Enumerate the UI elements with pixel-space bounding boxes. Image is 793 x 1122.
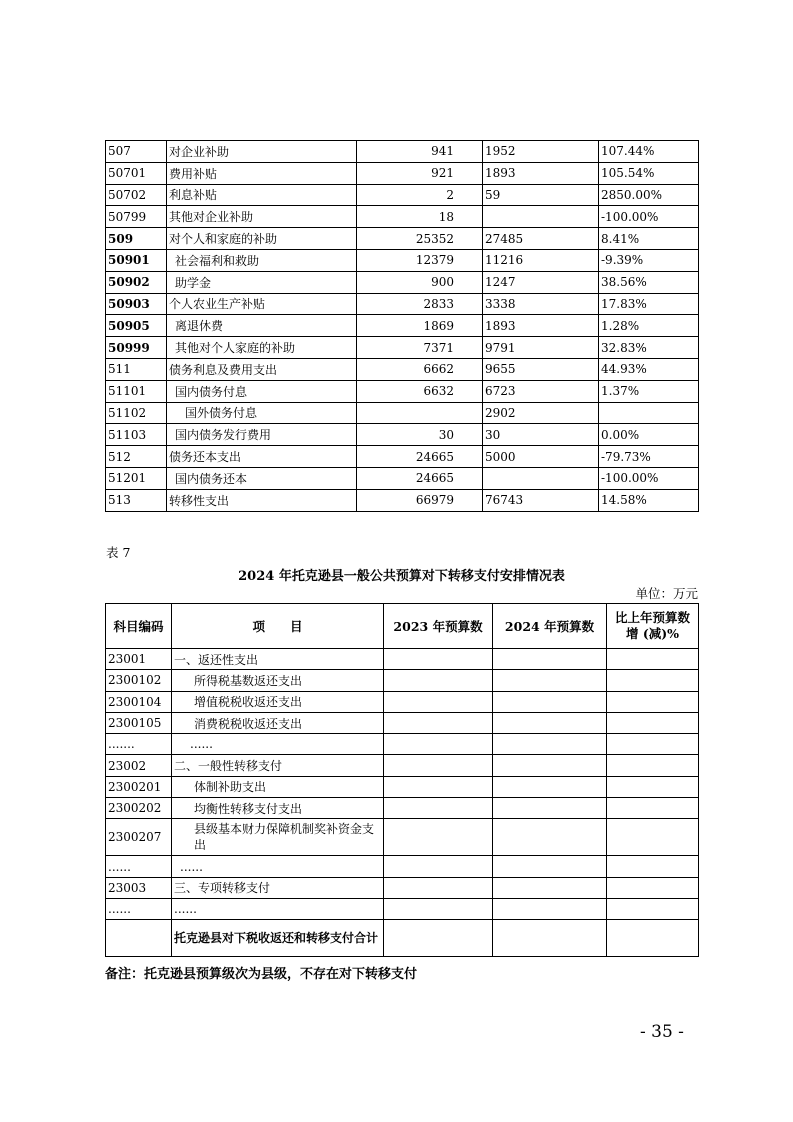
name-cell: 国外债务付息 [167,402,357,424]
code-cell: 50799 [106,206,167,228]
change-cell [607,776,699,797]
value-2023-cell [384,670,493,691]
table-row [106,249,699,271]
header-item: 项 目 [172,604,384,649]
table-number: 表 7 [106,545,131,560]
value-2023-cell: 24665 [357,467,483,489]
code-cell: 511 [106,358,167,380]
value-2023-cell [384,712,493,733]
table-row [106,856,699,877]
table-row [106,776,699,797]
code-cell: 512 [106,446,167,468]
unit-label: 单位：万元 [635,586,698,601]
code-cell: 50905 [106,315,167,337]
name-cell: 债务利息及费用支出 [167,358,357,380]
name-cell: 转移性支出 [167,489,357,511]
table-row [106,670,699,691]
table-row [106,206,699,228]
value-2023-cell [384,898,493,919]
change-pct-cell: 1.37% [599,380,699,402]
change-cell [607,734,699,755]
change-pct-cell: 14.58% [599,489,699,511]
code-cell: 2300102 [106,670,172,691]
change-pct-cell: -100.00% [599,206,699,228]
table-row [106,380,699,402]
value-2024-cell: 59 [483,184,599,206]
table-row [106,755,699,776]
item-cell: ...... [172,898,384,919]
code-cell: 507 [106,141,167,163]
value-2023-cell [384,755,493,776]
change-pct-cell: 0.00% [599,424,699,446]
value-2023-cell: 18 [357,206,483,228]
table-row [106,819,699,856]
value-2024-cell: 27485 [483,228,599,250]
table-row [106,424,699,446]
change-pct-cell: 2850.00% [599,184,699,206]
header-2024: 2024 年预算数 [493,604,607,649]
change-cell [607,649,699,670]
code-cell: 50999 [106,337,167,359]
total-row-group [106,920,699,957]
value-2024-cell: 1893 [483,162,599,184]
change-cell [607,712,699,733]
code-cell: ...... [106,856,172,877]
change-pct-cell: -100.00% [599,467,699,489]
change-pct-cell: 105.54% [599,162,699,184]
total-2024 [493,920,607,957]
change-cell [607,755,699,776]
code-cell: ...... [106,898,172,919]
change-pct-cell: 1.28% [599,315,699,337]
header-code: 科目编码 [106,604,172,649]
total-code [106,920,172,957]
value-2024-cell: 9791 [483,337,599,359]
value-2023-cell: 66979 [357,489,483,511]
table-row [106,315,699,337]
value-2023-cell [357,402,483,424]
change-cell [607,691,699,712]
table-row [106,162,699,184]
value-2023-cell [384,691,493,712]
value-2024-cell [483,467,599,489]
change-pct-cell: 32.83% [599,337,699,359]
code-cell: 51103 [106,424,167,446]
code-cell: 50702 [106,184,167,206]
value-2023-cell: 30 [357,424,483,446]
code-cell: 2300201 [106,776,172,797]
value-2024-cell [493,649,607,670]
item-cell: 消费税税收返还支出 [172,712,384,733]
table-row [106,649,699,670]
total-change [607,920,699,957]
code-cell: 51201 [106,467,167,489]
item-cell: 二、一般性转移支付 [172,755,384,776]
value-2023-cell [384,877,493,898]
value-2023-cell: 7371 [357,337,483,359]
value-2023-cell: 6662 [357,358,483,380]
code-cell: ....... [106,734,172,755]
table-row [106,489,699,511]
item-cell: ...... [172,856,384,877]
change-cell [607,877,699,898]
value-2024-cell [493,856,607,877]
code-cell: 513 [106,489,167,511]
item-cell: ...... [172,734,384,755]
code-cell: 51102 [106,402,167,424]
code-cell: 50901 [106,249,167,271]
budget-table-body [106,141,699,512]
code-cell: 51101 [106,380,167,402]
value-2024-cell [493,755,607,776]
table-row [106,446,699,468]
value-2024-cell [493,819,607,856]
item-cell: 一、返还性支出 [172,649,384,670]
change-pct-cell: -9.39% [599,249,699,271]
change-cell [607,798,699,819]
total-label: 托克逊县对下税收返还和转移支付合计 [172,920,384,957]
transfer-table-body [106,649,699,920]
value-2024-cell: 1952 [483,141,599,163]
value-2023-cell: 1869 [357,315,483,337]
value-2024-cell: 30 [483,424,599,446]
change-pct-cell: 8.41% [599,228,699,250]
value-2024-cell: 3338 [483,293,599,315]
item-cell: 县级基本财力保障机制奖补资金支出 [172,819,384,856]
name-cell: 国内债务发行费用 [167,424,357,446]
value-2024-cell: 6723 [483,380,599,402]
name-cell: 费用补贴 [167,162,357,184]
change-pct-cell: 17.83% [599,293,699,315]
table-row [106,293,699,315]
transfer-payment-table [105,603,699,957]
name-cell: 对个人和家庭的补助 [167,228,357,250]
table-row [106,734,699,755]
value-2023-cell: 25352 [357,228,483,250]
table-row [106,184,699,206]
value-2023-cell: 900 [357,271,483,293]
table-row [106,691,699,712]
table-row [106,798,699,819]
budget-table-continued [105,140,699,512]
item-cell: 所得税基数返还支出 [172,670,384,691]
value-2023-cell [384,856,493,877]
code-cell: 23003 [106,877,172,898]
value-2023-cell [384,734,493,755]
value-2024-cell: 9655 [483,358,599,380]
table-row [106,228,699,250]
name-cell: 国内债务付息 [167,380,357,402]
table-row [106,271,699,293]
footnote: 备注：托克逊县预算级次为县级，不存在对下转移支付 [105,967,418,982]
value-2024-cell [493,691,607,712]
value-2024-cell [493,712,607,733]
code-cell: 2300202 [106,798,172,819]
code-cell: 509 [106,228,167,250]
name-cell: 对企业补助 [167,141,357,163]
table-row [106,402,699,424]
value-2024-cell [493,898,607,919]
total-row [106,920,699,957]
value-2023-cell: 2 [357,184,483,206]
change-cell [607,898,699,919]
name-cell: 个人农业生产补贴 [167,293,357,315]
page-number: - 35 - [640,1022,684,1042]
value-2024-cell [493,670,607,691]
name-cell: 国内债务还本 [167,467,357,489]
item-cell: 三、专项转移支付 [172,877,384,898]
code-cell: 50902 [106,271,167,293]
change-cell [607,819,699,856]
change-pct-cell: -79.73% [599,446,699,468]
item-cell: 均衡性转移支付支出 [172,798,384,819]
total-2023 [384,920,493,957]
change-pct-cell: 38.56% [599,271,699,293]
code-cell: 2300105 [106,712,172,733]
code-cell: 23001 [106,649,172,670]
value-2023-cell [384,649,493,670]
item-cell: 体制补助支出 [172,776,384,797]
table-row [106,712,699,733]
value-2023-cell: 12379 [357,249,483,271]
value-2024-cell: 76743 [483,489,599,511]
name-cell: 债务还本支出 [167,446,357,468]
value-2024-cell [483,206,599,228]
code-cell: 50903 [106,293,167,315]
table-row [106,877,699,898]
change-pct-cell: 44.93% [599,358,699,380]
value-2024-cell [493,776,607,797]
change-pct-cell [599,402,699,424]
value-2024-cell: 1247 [483,271,599,293]
value-2024-cell: 1893 [483,315,599,337]
value-2023-cell: 6632 [357,380,483,402]
value-2023-cell: 24665 [357,446,483,468]
code-cell: 2300207 [106,819,172,856]
name-cell: 离退休费 [167,315,357,337]
value-2023-cell [384,819,493,856]
code-cell: 2300104 [106,691,172,712]
table-header [106,604,699,649]
code-cell: 23002 [106,755,172,776]
value-2023-cell: 2833 [357,293,483,315]
change-cell [607,670,699,691]
value-2024-cell: 2902 [483,402,599,424]
header-2023: 2023 年预算数 [384,604,493,649]
name-cell: 其他对个人家庭的补助 [167,337,357,359]
value-2024-cell: 11216 [483,249,599,271]
item-cell: 增值税税收返还支出 [172,691,384,712]
value-2023-cell [384,776,493,797]
name-cell: 利息补贴 [167,184,357,206]
table-row [106,358,699,380]
table-title: 2024 年托克逊县一般公共预算对下转移支付安排情况表 [238,569,565,584]
header-change: 比上年预算数增 (减)% [607,604,699,649]
table-row [106,467,699,489]
name-cell: 社会福利和救助 [167,249,357,271]
value-2024-cell [493,734,607,755]
value-2023-cell: 921 [357,162,483,184]
change-cell [607,856,699,877]
table-row [106,141,699,163]
name-cell: 助学金 [167,271,357,293]
table-row [106,898,699,919]
change-pct-cell: 107.44% [599,141,699,163]
value-2024-cell [493,798,607,819]
header-row [106,604,699,649]
value-2023-cell [384,798,493,819]
code-cell: 50701 [106,162,167,184]
value-2024-cell: 5000 [483,446,599,468]
value-2024-cell [493,877,607,898]
value-2023-cell: 941 [357,141,483,163]
name-cell: 其他对企业补助 [167,206,357,228]
table-row [106,337,699,359]
